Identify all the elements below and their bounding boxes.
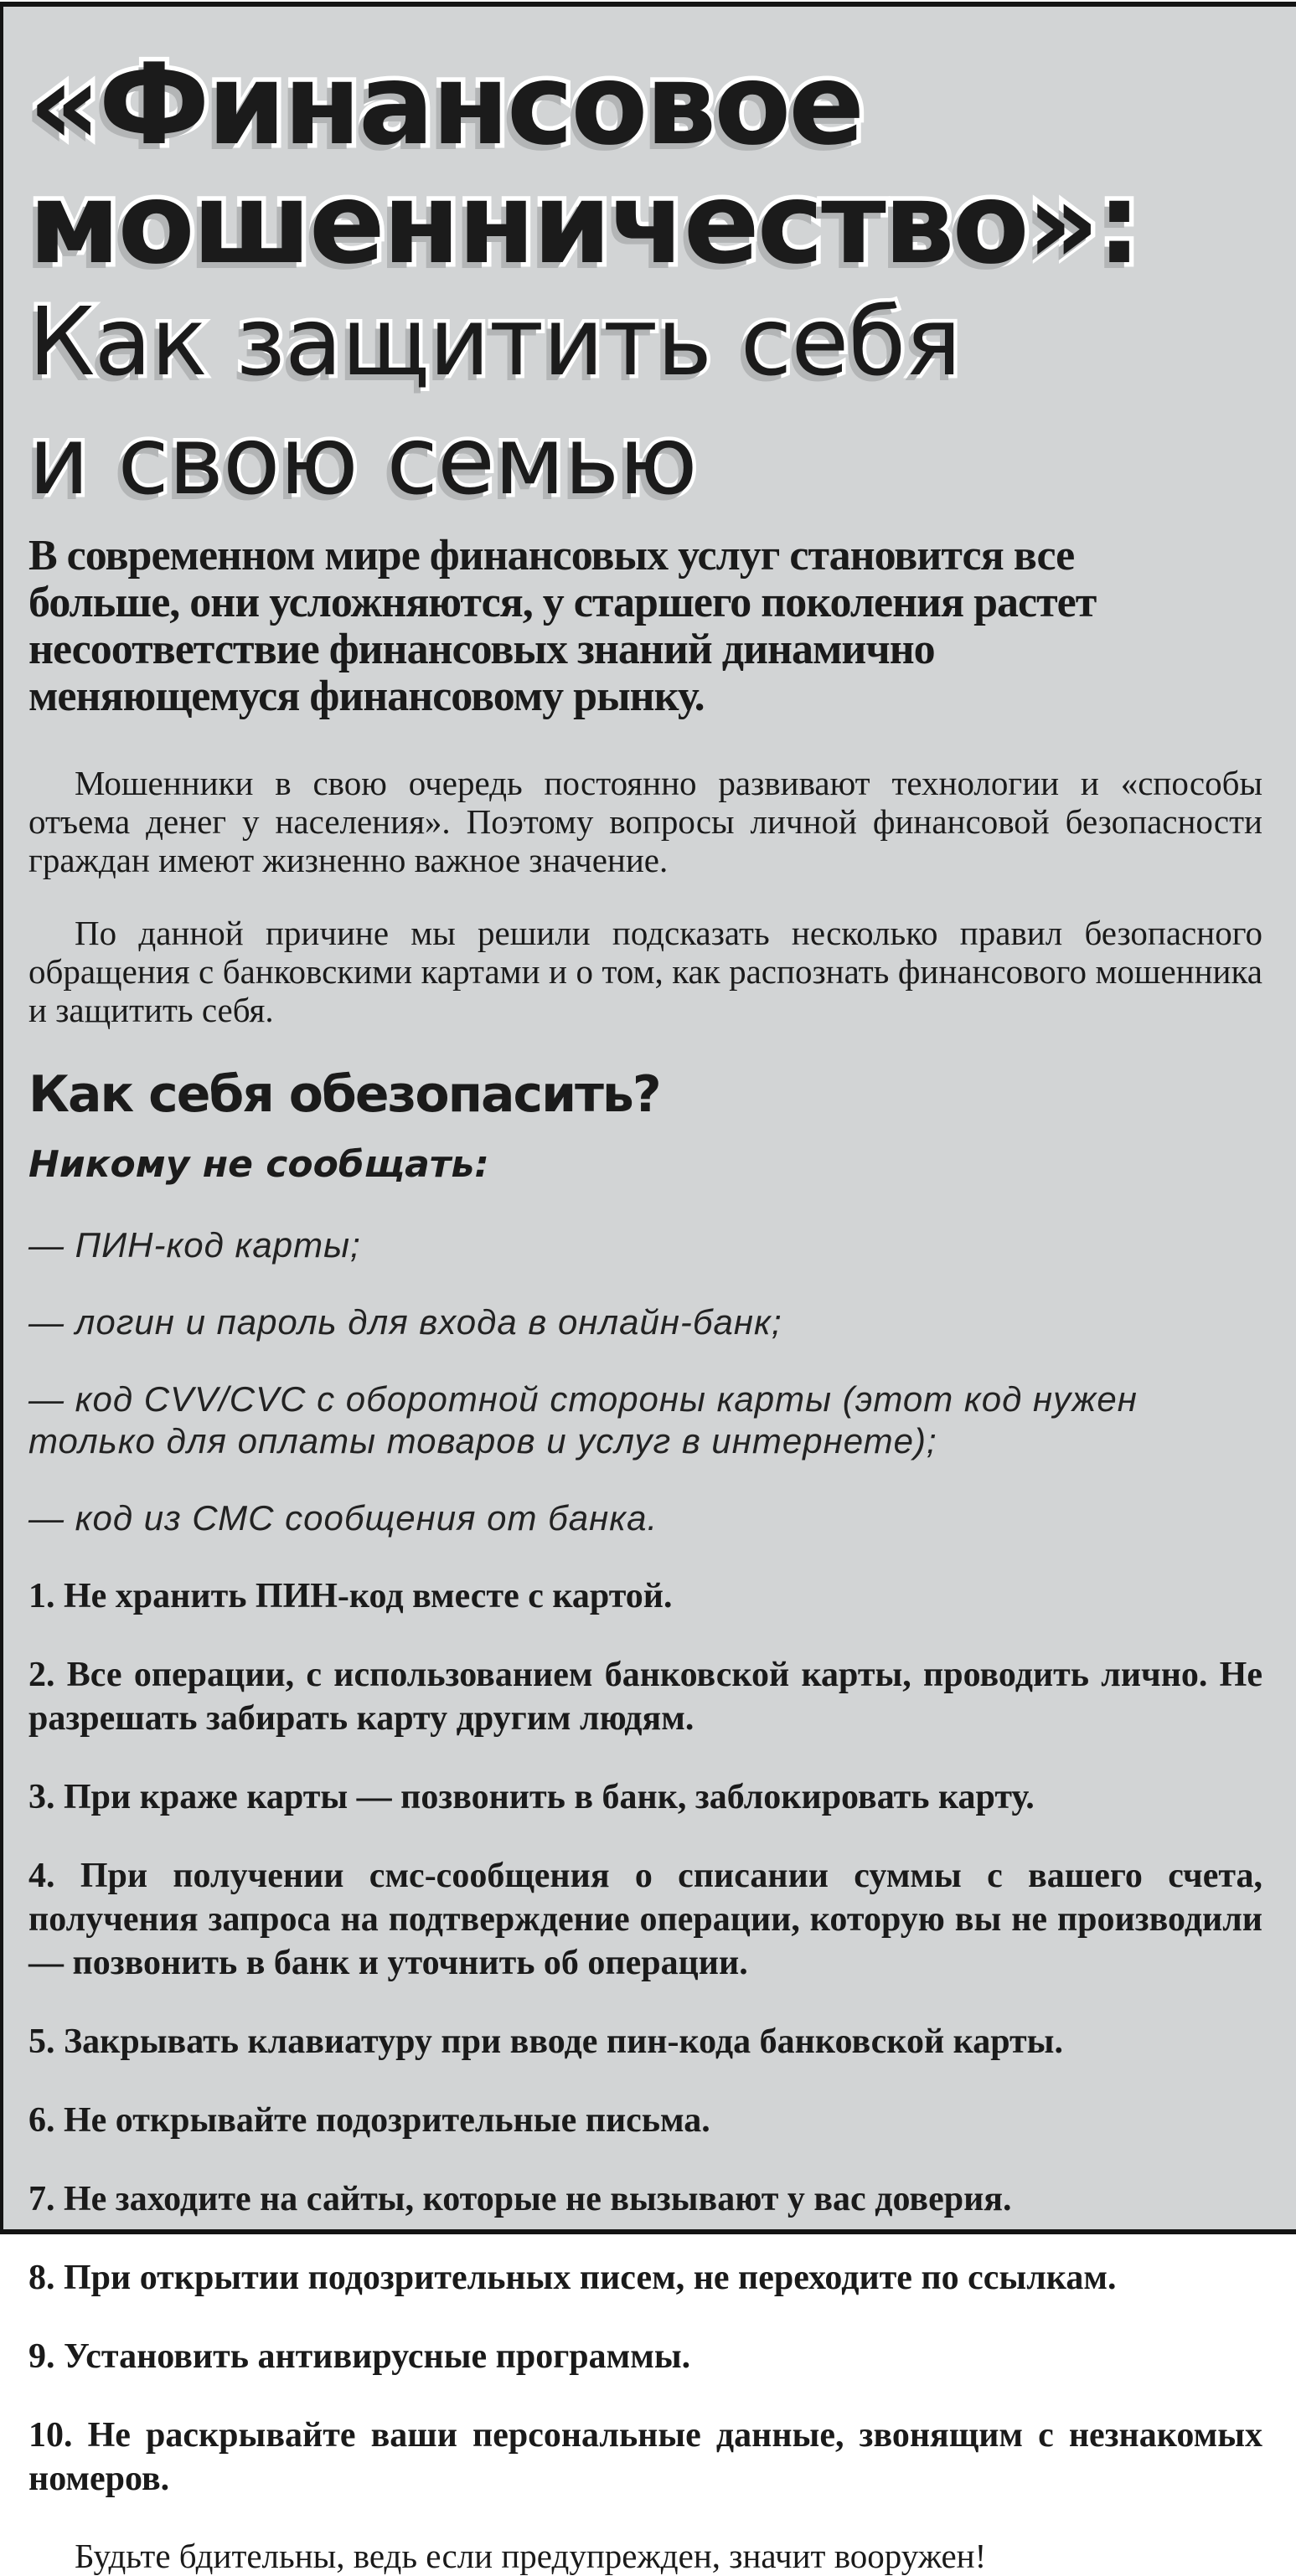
page-title-line-1: «Финансовое [28,39,863,170]
dont-tell-heading: Никому не сообщать: [28,1143,489,1186]
document-page [0,2,1296,2575]
rule-item-10: 10. Не раскрывайте ваши персональные данные, звонящим с незнакомых номеров. [28,2416,1262,2498]
page-subtitle-line-2: и свою семью [28,407,697,516]
lead-paragraph: В современном мире финансовых услуг становится все больше, они усложняются, у старшего поколения растет несоответствие финансовых знаний динамично меняющемуся финансовому рынку. [28,532,1097,720]
rule-item-1: 1. Не хранить ПИН-код вместе с картой. [28,1577,673,1615]
dont-tell-item-2: — логин и пароль для входа в онлайн-банк; [28,1302,782,1342]
page-title [28,39,1262,521]
dont-tell-item-3: — код CVV/CVC с оборотной стороны карты (этот код нужен только для оплаты товаров и услуг в интернете); [28,1379,1138,1461]
footer-note: Будьте бдительны, ведь если предупрежден, значит вооружен! [75,2537,987,2575]
rule-item-7: 7. Не заходите на сайты, которые не вызывают у вас доверия. [28,2180,1012,2218]
body-paragraph-2: По данной причине мы решили подсказать несколько правил безопасного обращения с банковскими картами и о том, как распознать финансового мошенника и защитить себя. [28,914,1262,1029]
dont-tell-item-4: — код из СМС сообщения от банка. [28,1498,658,1538]
rule-item-6: 6. Не открывайте подозрительные письма. [28,2101,710,2140]
dont-tell-item-1: — ПИН-код карты; [28,1225,361,1265]
rule-item-5: 5. Закрывать клавиатуру при вводе пин-кода банковской карты. [28,2022,1063,2061]
body-paragraph-1: Мошенники в свою очередь постоянно развивают технологии и «способы отъема денег у населения». Поэтому вопросы личной финансовой безопасности граждан имеют жизненно важное значение. [28,764,1262,879]
section-heading: Как себя обезопасить? [28,1065,660,1124]
rule-item-3: 3. При краже карты — позвонить в банк, заблокировать карту. [28,1778,1035,1816]
rule-item-4: 4. При получении смс-сообщения о списании суммы с вашего счета, получения запроса на подтверждение операции, которую вы не производили — позвонить в банк и уточнить об операции. [28,1857,1262,1982]
rule-item-8: 8. При открытии подозрительных писем, не переходите по ссылкам. [28,2259,1117,2297]
page-subtitle-line-1: Как защитить себя [28,288,961,397]
rule-item-9: 9. Установить антивирусные программы. [28,2337,691,2376]
page-title-line-2: мошенничество»: [28,158,1139,289]
rule-item-2: 2. Все операции, с использованием банковской карты, проводить лично. Не разрешать забирать карту другим людям. [28,1656,1262,1738]
